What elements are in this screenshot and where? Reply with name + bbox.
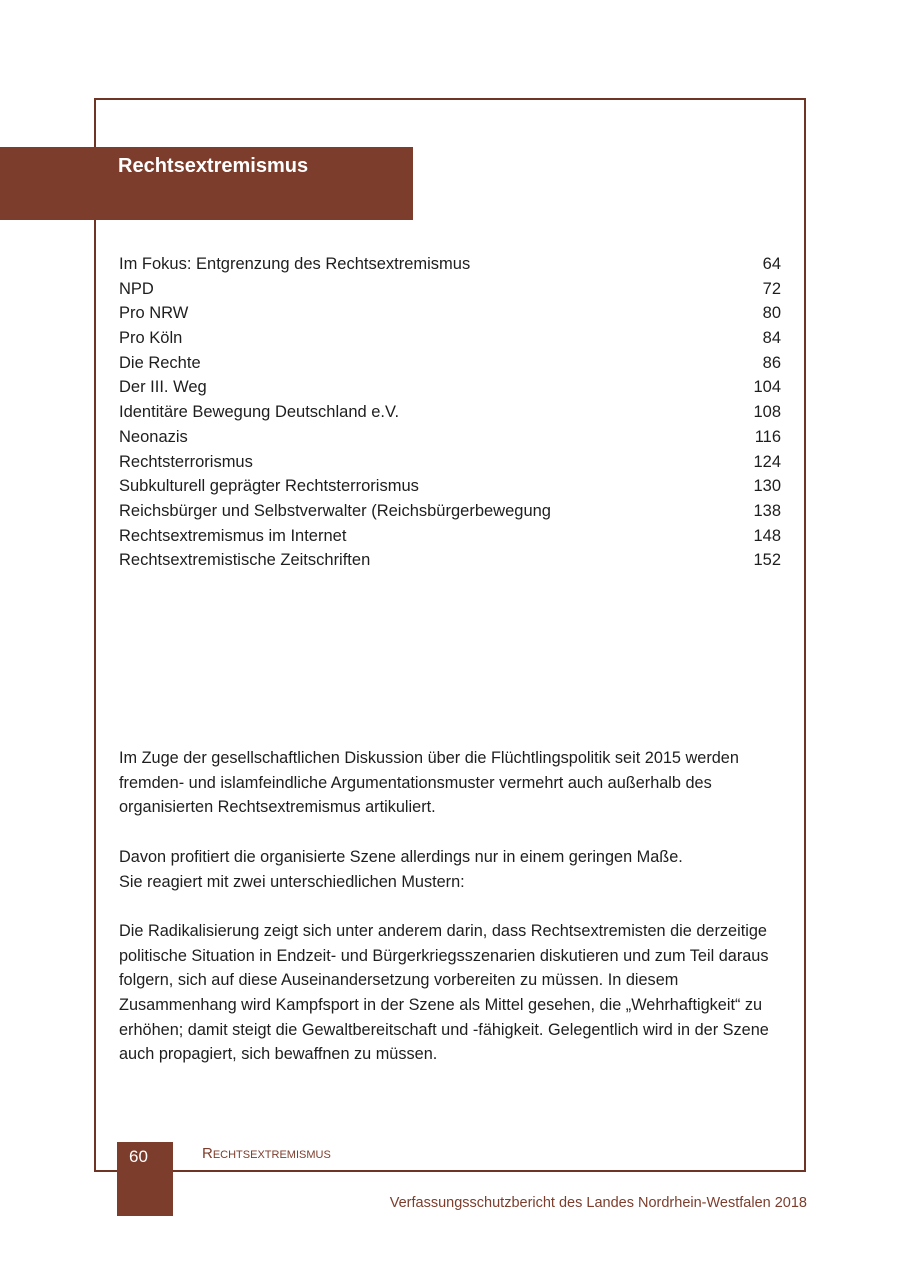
section-title: Rechtsextremismus: [118, 155, 309, 177]
toc-entry: [119, 252, 781, 277]
toc-entry-title: Rechtsextremistische Zeitschriften: [119, 551, 371, 570]
toc-entry-title: NPD: [119, 279, 154, 298]
toc-entry-title: Reichsbürger und Selbstverwalter (Reichsbürgerbewegung: [119, 501, 551, 520]
toc-entry-title: Rechtsextremismus im Internet: [119, 526, 347, 545]
toc-entry-page: 116: [754, 427, 781, 446]
toc-entry-page: 72: [762, 279, 781, 298]
profit-paragraph: Davon profitiert die organisierte Szene allerdings nur in einem geringen Maße.: [119, 847, 683, 866]
toc-entry-page: 152: [753, 551, 781, 570]
page-number-box: [117, 1142, 173, 1216]
patterns-paragraph: Sie reagiert mit zwei unterschiedlichen Mustern:: [119, 872, 465, 891]
toc-entry: [119, 548, 781, 573]
toc-entry-title: Im Fokus: Entgrenzung des Rechtsextremismus: [119, 255, 471, 273]
body-text: [119, 746, 784, 1092]
toc-entry-title: Der III. Weg: [119, 378, 207, 397]
toc-entry: [119, 524, 781, 549]
toc-entry-page: 130: [753, 477, 781, 496]
toc-entry-page: 84: [762, 329, 781, 348]
intro-paragraph: Im Zuge der gesellschaftlichen Diskussion über die Flüchtlingspolitik seit 2015 werden fremden- und islamfeindliche Argumentationsmuster vermehrt auch außerhalb des organisierten Rechtsextremismus artikuliert.: [119, 749, 739, 817]
running-head: Rechtsextremismus: [202, 1145, 331, 1162]
toc-entry-page: 124: [753, 452, 781, 471]
toc-entry: [119, 375, 781, 400]
toc-entry-page: 108: [753, 403, 781, 422]
toc-entry: [119, 474, 781, 499]
toc-entry-page: 86: [762, 353, 781, 372]
toc-entry-title: Subkulturell geprägter Rechtsterrorismus: [119, 477, 419, 496]
toc-entry-title: Rechtsterrorismus: [119, 452, 253, 471]
publication-title: Verfassungsschutzbericht des Landes Nordrhein-Westfalen 2018: [389, 1195, 807, 1211]
toc-entry: [119, 351, 781, 376]
table-of-contents: [119, 252, 781, 573]
radicalization-paragraph: Die Radikalisierung zeigt sich unter anderem darin, dass Rechtsextremisten die derzeitige politische Situation in Endzeit- und Bürgerkriegsszenarien diskutieren und zum Teil daraus folgern, sich auf diese Auseinandersetzung vorbereiten zu müssen. In diesem Zusammenhang wird Kampfsport in der Szene als Mittel gesehen, die „Wehrhaftigkeit“ zu erhöhen; damit steigt die Gewaltbereitschaft und -fähigkeit. Gelegentlich wird in der Szene auch propagiert, sich bewaffnen zu müssen.: [119, 921, 769, 1064]
toc-entry-page: 64: [762, 255, 781, 273]
toc-entry-page: 148: [753, 526, 781, 545]
toc-entry-title: Die Rechte: [119, 353, 201, 372]
toc-entry-page: 104: [753, 378, 781, 397]
toc-entry: [119, 301, 781, 326]
toc-entry: [119, 400, 781, 425]
toc-entry-page: 138: [753, 501, 781, 520]
page-number: 60: [129, 1147, 148, 1166]
toc-entry: [119, 277, 781, 302]
toc-entry: [119, 326, 781, 351]
toc-entry-title: Neonazis: [119, 427, 188, 446]
toc-entry-page: 80: [762, 304, 781, 323]
toc-entry: [119, 425, 781, 450]
toc-entry-title: Pro NRW: [119, 304, 189, 323]
toc-entry: [119, 450, 781, 475]
toc-entry-title: Identitäre Bewegung Deutschland e.V.: [119, 403, 400, 422]
toc-entry: [119, 499, 781, 524]
toc-entry-title: Pro Köln: [119, 329, 183, 348]
